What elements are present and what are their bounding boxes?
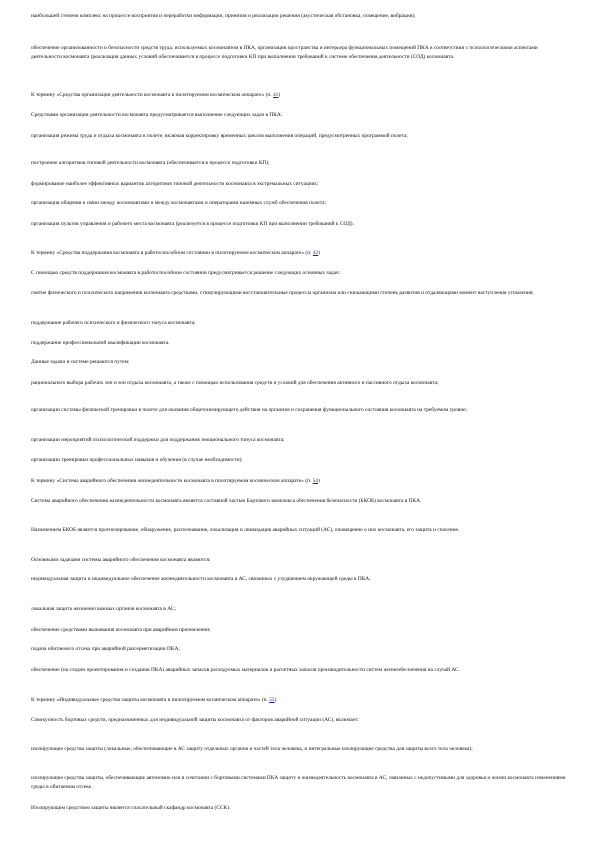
term-reference: К термину «Система аварийного обеспечения жизнедеятельности космонавта в пилотируемом космическом аппарате» (п. 54) [31, 478, 320, 484]
paragraph: Назначением БКОБ является прогнозирование, обнаружение, распознавание, локализация и ликвидация аварийных ситуаций (АС), оповещение о них космонавта, его защита и спасение. [31, 527, 460, 533]
term-reference: К термину «Средства организации деятельности космонавта в пилотируемом космическом аппарате» (п. 41) [31, 92, 281, 98]
paragraph: организация общения и связи между космонавтами и между космонавтами и операторами наземных служб обеспечения полета; [31, 200, 327, 206]
paragraph: Система аварийного обеспечения жизнедеятельности космонавта является составной частью Бортового комплекса обеспечения безопасности (БКОБ) космонавта в ПКА. [31, 498, 422, 504]
paragraph: изолирующие средства защиты (локальные, обеспечивающие в АС защиту отдельных органов и частей тела человека, и интегральные изолирующие средства для защиты всего тела человека); [31, 746, 473, 752]
paragraph: изолирующие средства защиты, обеспечивающие автономно или в сочетании с бортовыми системами ПКА защиту и жизнедеятельность космонавта в АС, связанных с недопустимыми для здоровья и жизни космонавта изменениями среды в обитаемом отсеке. [31, 775, 566, 790]
paragraph: формирование наиболее эффективных вариантов алгоритмов типовой деятельности космонавта в экстремальных ситуациях; [31, 181, 319, 187]
paragraph: Средствами организации деятельности космонавта предусматривается выполнение следующих задач в ПКА: [31, 112, 283, 118]
paragraph: наибольшей степени комплекс на процессе восприятия и переработки информации, принятия и реализации решения (акустическая обстановка, освещение, вибрация); [31, 13, 416, 19]
paragraph: организация пультов управления и рабочего места космонавта (реализуется в процессе подготовки КП при выполнении требований к СОД). [31, 221, 354, 227]
paragraph: организации системы физической тренировки в полете для оказания общетонизирующего действия на организм и сохранения функционального состояния космонавта на требуемом уровне; [31, 407, 468, 413]
term-reference: К термину «Индивидуальные средства защиты космонавта в пилотируемом космическом аппарате» (п. 55) [31, 697, 277, 703]
paragraph: обеспечение организованности и безопасности средств труда, используемых космонавтом в ПКА, организация пространства и интерьера функциональных помещений ПКА в соответствии с психологическими аспектами деятельности космонавта (реализация данных условий обеспечивается в процессе подготовки КП при выполнении требований к системе обеспечения деятельности (СОД) космонавта. [31, 45, 538, 60]
item-link[interactable]: 42 [312, 250, 319, 256]
paragraph: Основными задачами системы аварийного обеспечения космонавта являются: [31, 557, 211, 563]
item-link[interactable]: 55 [269, 697, 275, 703]
paragraph: построение алгоритмов типовой деятельности космонавта (обеспечивается в процессе подготовки КП); [31, 160, 270, 166]
paragraph: поддержание профессиональной квалификации космонавта. [31, 340, 170, 346]
paragraph: индивидуальная защита и индивидуальное обеспечение жизнедеятельности космонавта в АС, связанных с ухудшением окружающей среды в ПКА; [31, 576, 371, 582]
paragraph: организация режима труда и отдыха космонавта в полете, включая корректировку временных циклов выполнения операций, предусмотренных программой полета; [31, 133, 408, 139]
paragraph: обеспечение (на стадии проектирования и создания ПКА) аварийных запасов расходуемых материалов и расчетных запасов производительности систем жизнеобеспечения на случай АС. [31, 667, 460, 673]
term-reference: К термину «Средства поддержания космонавта в работоспособном состоянии в пилотируемом космическом аппарате» (п. 42) [31, 250, 320, 256]
paragraph: организации мероприятий психологической поддержки для поддержания эмоционального тонуса космонавта; [31, 437, 285, 443]
paragraph: С помощью средств поддержания космонавта в работоспособном состоянии предусматривается решение следующих основных задач: [31, 270, 341, 276]
paragraph: обеспечение средствами выживания космонавта при аварийном приземлении; [31, 627, 211, 633]
paragraph: Изолирующим средством защиты является спасательный скафандр космонавта (ССК). [31, 805, 231, 811]
paragraph: Совокупность бортовых средств, предназначенных для индивидуальной защиты космонавта от факторов аварийной ситуации (АС), включает: [31, 717, 359, 723]
paragraph: Данные задачи в системе решаются путем: [31, 359, 130, 365]
paragraph: локальная защита жизненно важных органов космонавта в АС; [31, 606, 176, 612]
paragraph: организации тренировки профессиональных навыков и обучения (в случае необходимости). [31, 457, 243, 463]
paragraph: рационального выбора рабочих зон и зон отдыха космонавта, а также с помощью использования средств и условий для обеспечения активного и пассивного отдыха космонавта; [31, 380, 439, 386]
item-link[interactable]: 41 [272, 92, 279, 98]
paragraph: поддержание рабочего психического и физического тонуса космонавта; [31, 320, 196, 326]
paragraph: снятие физического и психического напряжения космонавта средствами, стимулирующими восстановительные процессы организма или снижающими степень развития и отдаляющими момент наступления утомления; [31, 290, 534, 296]
paragraph: подача обитаемого отсека при аварийной разгерметизации ПКА; [31, 646, 180, 652]
item-link[interactable]: 54 [312, 478, 318, 484]
